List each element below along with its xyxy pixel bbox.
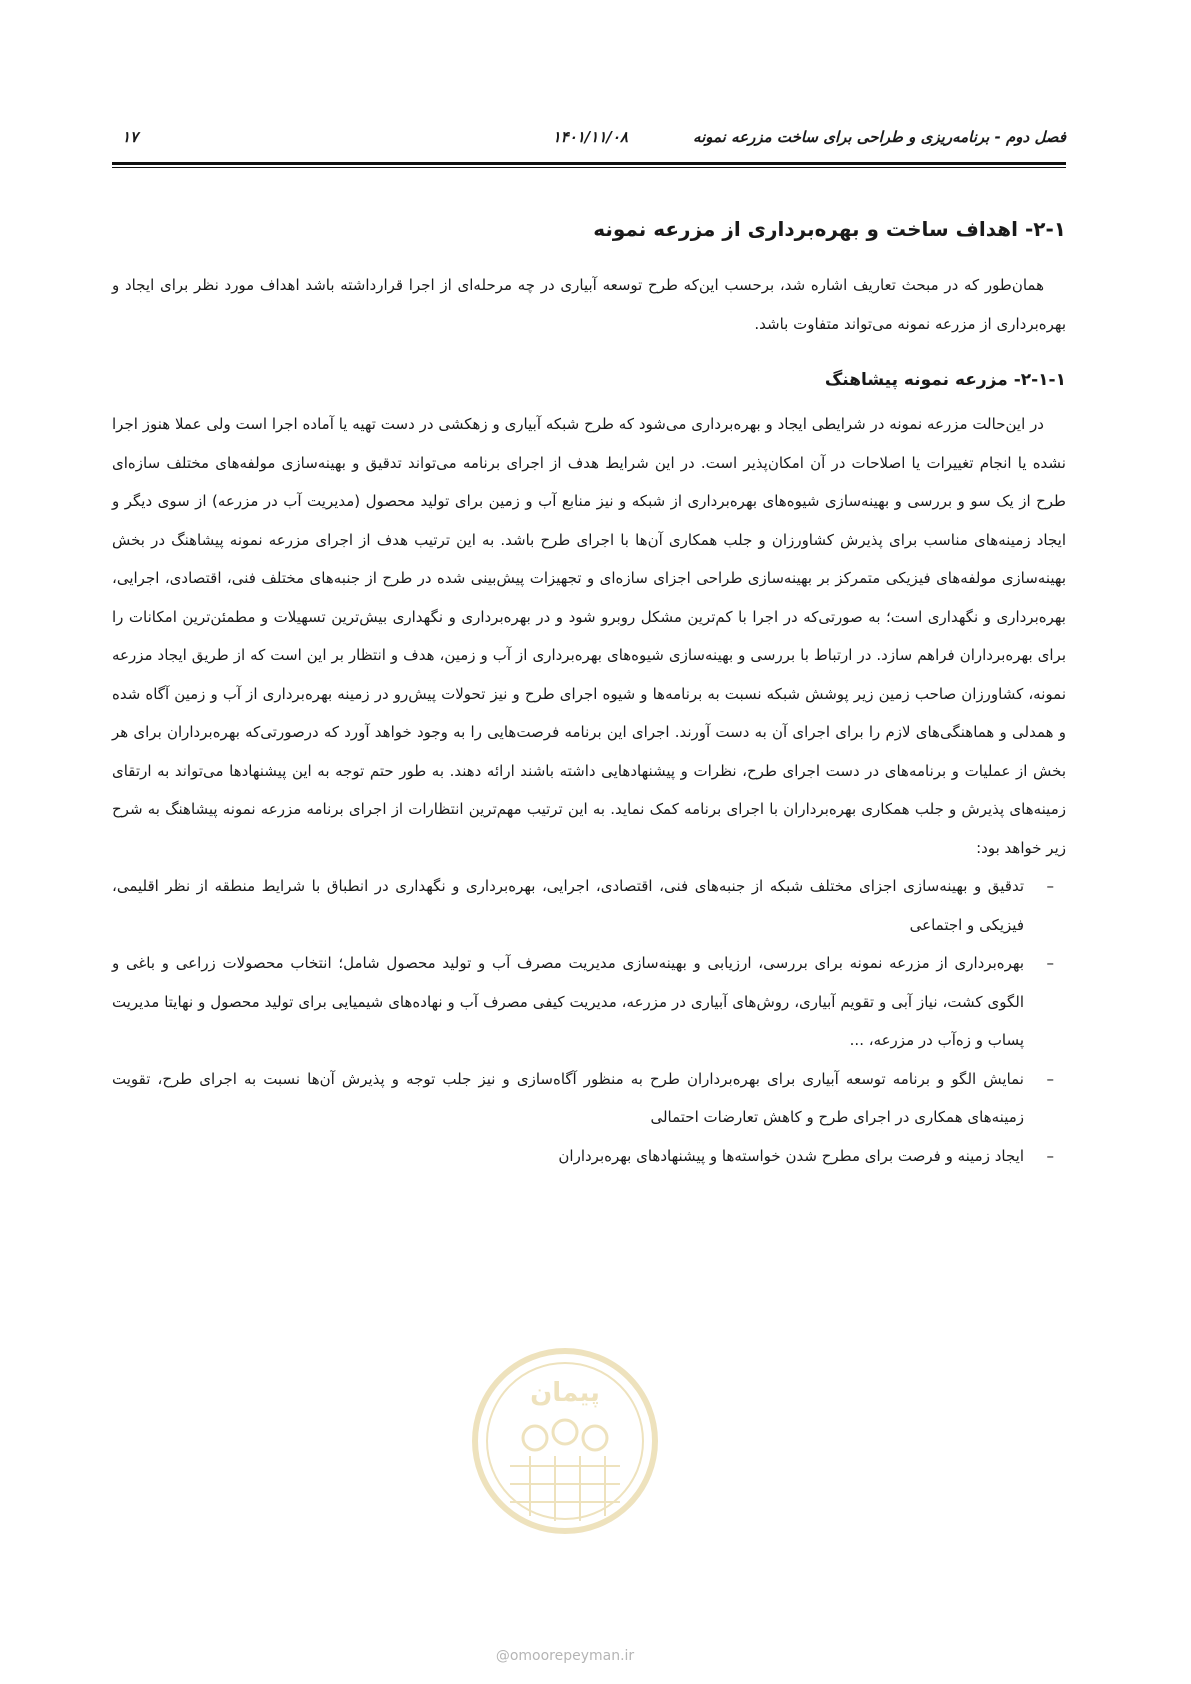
watermark-logo-text: پیمان bbox=[530, 1378, 600, 1408]
bullet-dash: – bbox=[1046, 1146, 1054, 1165]
subsection-paragraph: در این‌حالت مزرعه نمونه در شرایطی ایجاد و بهره‌برداری می‌شود که طرح شبکه آبیاری و زهکشی در دست تهیه یا آماده اجرا است ولی عملا هنوز اجرا نشده یا انجام تغییرات یا اصلاحات در آن امکان‌پذیر است. در این شرایط هدف از اجرای برنامه می‌تواند تدقیق و بهینه‌سازی مولفه‌های مختلف سازه‌ای طرح از یک سو و بررسی و بهینه‌سازی شیوه‌های بهره‌برداری از شبکه و نیز منابع آب و زمین برای تولید محصول (مدیریت آب در مزرعه) از سوی دیگر و ایجاد زمینه‌های مناسب برای پذیرش کشاورزان و جلب همکاری آن‌ها با اجرای طرح باشد. به این ترتیب هدف از اجرای مزرعه نمونه پیشاهنگ در بخش بهینه‌سازی مولفه‌های فیزیکی متمرکز بر بهینه‌سازی طراحی اجزای سازه‌ای و تجهیزات پیش‌بینی شده در طرح از جنبه‌های مختلف فنی، اقتصادی، اجرایی، بهره‌برداری و نگهداری است؛ به صورتی‌که در اجرا با کم‌ترین مشکل روبرو شود و در بهره‌برداری و نگهداری بیش‌ترین تسهیلات و مطمئن‌ترین امکانات را برای بهره‌برداران فراهم سازد. در ارتباط با بررسی و بهینه‌سازی شیوه‌های بهره‌برداری از آب و زمین، هدف و انتظار بر این است که از طریق ایجاد مزرعه نمونه، کشاورزان صاحب زمین زیر پوشش شبکه نسبت به برنامه‌ها و شیوه اجرای طرح و نیز تحولات پیش‌رو در زمینه بهره‌برداری از آب و زمین آگاه شده و همدلی و هماهنگی‌های لازم را برای اجرای آن به دست آورند. اجرای این برنامه فرصت‌هایی را به وجود خواهد آورد که درصورتی‌که بهره‌برداران برای هر بخش از عملیات و برنامه‌های در دست اجرای طرح، نظرات و پیشنهادهایی داشته باشند ارائه دهند. به طور حتم توجه به این پیشنهادها می‌تواند به ارتقای زمینه‌های پذیرش و جلب همکاری بهره‌برداران با اجرای برنامه کمک نماید. به این ترتیب مهم‌ترین انتظارات از اجرای برنامه مزرعه نمونه پیشاهنگ به شرح زیر خواهد بود: bbox=[112, 415, 1066, 857]
page-number: ۱۷ bbox=[122, 128, 139, 146]
list-item bbox=[112, 1060, 1066, 1137]
chapter-title: فصل دوم - برنامه‌ریزی و طراحی برای ساخت مزرعه نمونه bbox=[693, 128, 1066, 146]
list-item-text: بهره‌برداری از مزرعه نمونه برای بررسی، ارزیابی و بهینه‌سازی مدیریت مصرف آب و تولید محصول شامل؛ انتخاب محصولات زراعی و باغی و الگوی کشت، نیاز آبی و تقویم آبیاری، روش‌های آبیاری در مزرعه، مدیریت کیفی مصرف آب و نهاده‌های شیمیایی برای تولید محصول و نهایتا مدیریت پساب و زه‌آب در مزرعه، ... bbox=[112, 954, 1024, 1049]
expectations-list bbox=[112, 867, 1066, 1175]
list-item-text: نمایش الگو و برنامه توسعه آبیاری برای بهره‌برداران طرح به منظور آگاه‌سازی و نیز جلب توجه و پذیرش آن‌ها نسبت به اجرای طرح، تقویت زمینه‌های همکاری در اجرای طرح و کاهش تعارضات احتمالی bbox=[112, 1069, 1024, 1126]
list-item-text: ایجاد زمینه و فرصت برای مطرح شدن خواسته‌ها و پیشنهادهای بهره‌برداران bbox=[558, 1146, 1024, 1165]
list-item-text: تدقیق و بهینه‌سازی اجزای مختلف شبکه از جنبه‌های فنی، اقتصادی، اجرایی، بهره‌برداری و نگهداری در انطباق با شرایط منطقه از نظر اقلیمی، فیزیکی و اجتماعی bbox=[112, 877, 1024, 934]
header-date: ۱۴۰۱/۱۱/۰۸ bbox=[552, 128, 628, 146]
subsection-heading: ۲-۱-۱- مزرعه نمونه پیشاهنگ bbox=[824, 370, 1066, 390]
page-header bbox=[118, 128, 1066, 158]
header-rule-thick bbox=[112, 162, 1066, 165]
list-item bbox=[112, 1137, 1066, 1176]
page-content bbox=[112, 214, 1066, 1175]
bullet-dash: – bbox=[1046, 877, 1054, 895]
section-heading: ۲-۱- اهداف ساخت و بهره‌برداری از مزرعه نمونه bbox=[593, 217, 1066, 241]
header-rule-thin bbox=[112, 167, 1066, 168]
list-item bbox=[112, 867, 1066, 944]
watermark-logo-icon bbox=[470, 1346, 660, 1536]
list-item bbox=[112, 944, 1066, 1060]
section-intro: همان‌طور که در مبحث تعاریف اشاره شد، برحسب این‌که طرح توسعه آبیاری در چه مرحله‌ای از اجرا قرارداشته باشد اهداف مورد نظر برای ایجاد و بهره‌برداری از مزرعه نمونه می‌تواند متفاوت باشد. bbox=[112, 276, 1066, 333]
bullet-dash: – bbox=[1046, 954, 1054, 972]
bullet-dash: – bbox=[1046, 1069, 1054, 1088]
watermark-site: @omoorepeyman.ir bbox=[495, 1648, 635, 1664]
